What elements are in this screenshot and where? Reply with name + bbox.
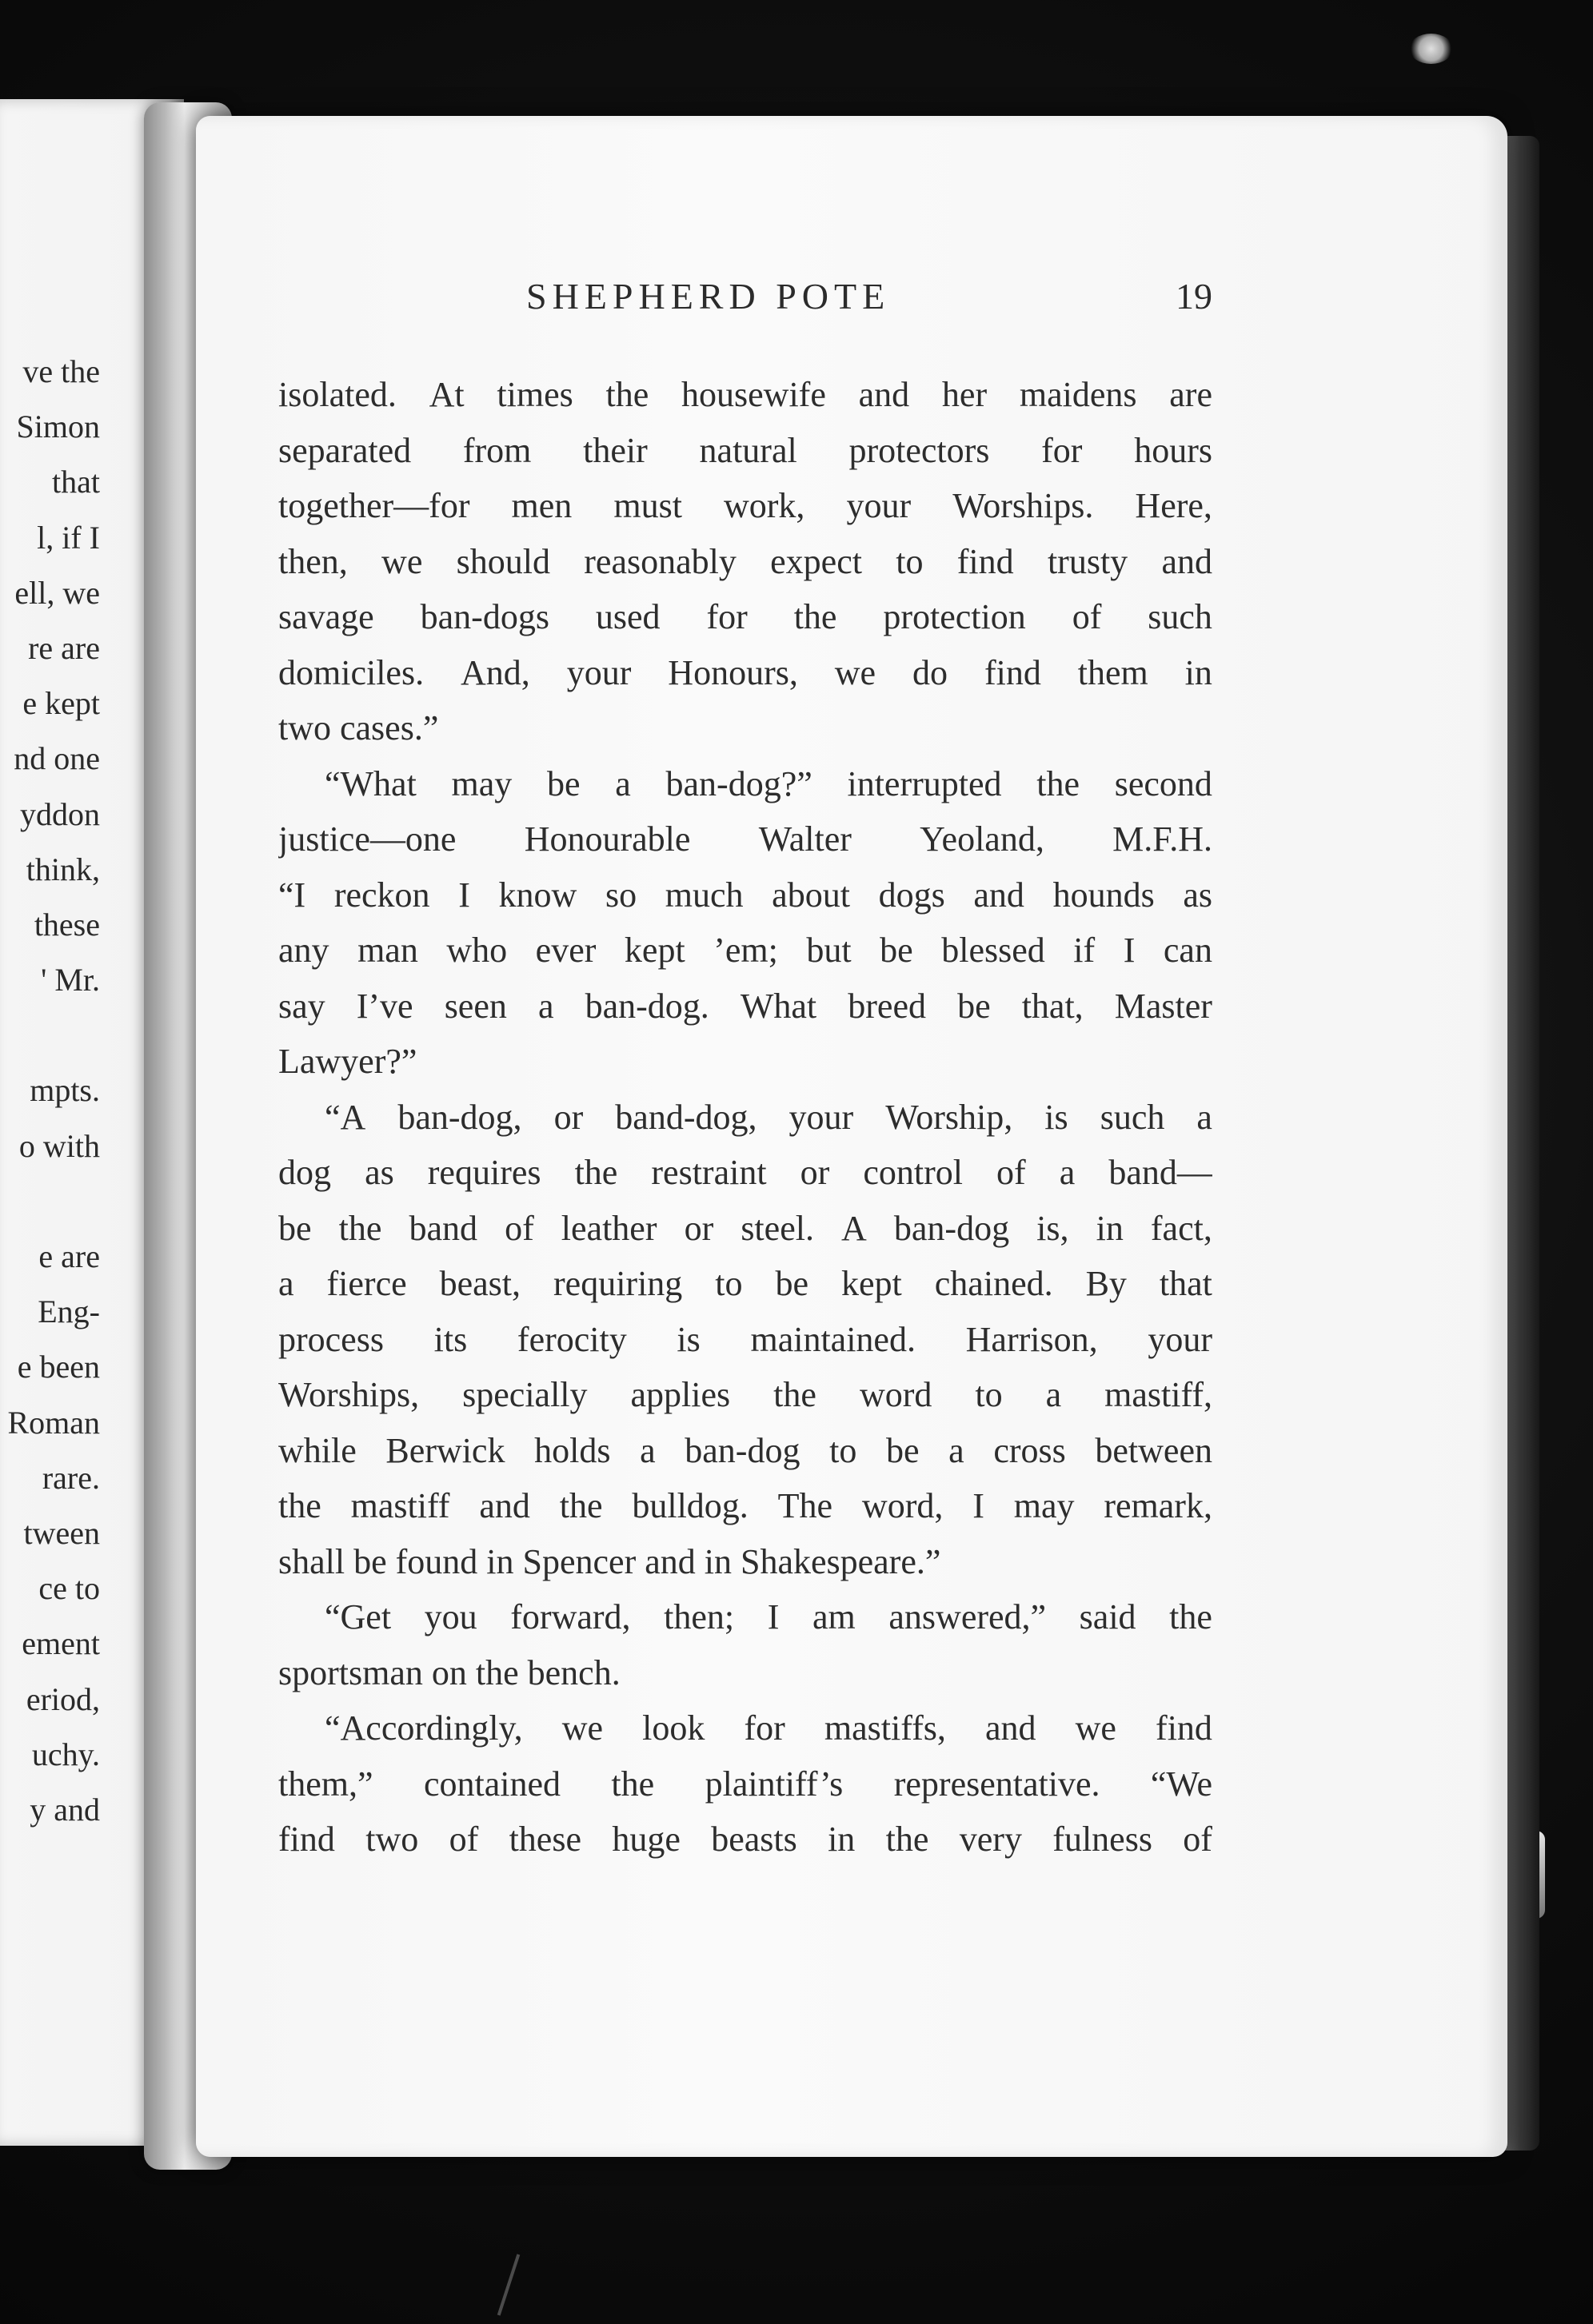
text-word: I <box>458 875 470 915</box>
text-word: may <box>1013 1486 1075 1525</box>
text-word: find <box>1156 1708 1212 1748</box>
text-word: said <box>1079 1597 1136 1636</box>
text-word: I’ve <box>356 986 413 1026</box>
text-word: steel. <box>741 1208 814 1248</box>
text-word: find <box>278 1820 335 1859</box>
text-word: holds <box>534 1430 611 1470</box>
text-word: At <box>429 375 465 414</box>
text-word: for <box>706 597 748 636</box>
text-word: reckon <box>333 875 430 915</box>
text-word: second <box>1114 763 1212 803</box>
text-word: these <box>509 1820 581 1859</box>
left-page-line: tween <box>23 1514 100 1551</box>
left-page-line <box>0 1174 100 1229</box>
text-word: “I <box>278 875 306 915</box>
text-word: M.F.H. <box>1112 819 1212 859</box>
text-word: reasonably <box>584 541 737 581</box>
text-word: “A <box>325 1097 366 1137</box>
text-word: of <box>1072 597 1102 636</box>
text-word: Worship, <box>885 1097 1013 1137</box>
text-word: is, <box>1036 1208 1069 1248</box>
text-line <box>278 811 1212 867</box>
text-word: justice—one <box>278 819 457 859</box>
text-word: a <box>1059 1153 1076 1192</box>
left-page-line: o with <box>18 1127 100 1164</box>
text-word: seen <box>444 986 507 1026</box>
text-word: your <box>846 486 912 525</box>
text-word: be <box>775 1264 809 1303</box>
text-word: restraint <box>651 1153 767 1192</box>
text-word: band-dog, <box>615 1097 757 1137</box>
text-word: them <box>1077 652 1148 692</box>
text-word: ban-dog <box>893 1208 1010 1248</box>
text-word: the <box>338 1208 382 1248</box>
text-word: the <box>278 1486 321 1525</box>
text-word: specially <box>462 1375 588 1414</box>
text-line <box>278 1312 1212 1368</box>
text-word: of <box>505 1208 534 1248</box>
text-word: the <box>559 1486 603 1525</box>
text-word: representative. <box>893 1764 1100 1804</box>
text-word: from <box>462 430 532 470</box>
text-word: kept <box>841 1264 902 1303</box>
text-word: beast, <box>439 1264 521 1303</box>
text-word: answered,” <box>888 1597 1047 1636</box>
text-word: mastiff, <box>1104 1375 1212 1414</box>
text-word: Honours, <box>668 652 798 692</box>
text-word: of <box>449 1820 479 1859</box>
text-word: ban-dog, <box>397 1097 522 1137</box>
text-word: a <box>537 986 554 1026</box>
text-line <box>278 1256 1212 1312</box>
text-word: of <box>996 1153 1026 1192</box>
text-word: bulldog. <box>632 1486 749 1525</box>
text-word: as <box>365 1153 394 1192</box>
text-word: kept <box>624 931 685 970</box>
text-word: be <box>885 1430 920 1470</box>
left-page-line: l, if I <box>37 519 100 556</box>
text-word: remark, <box>1104 1486 1212 1525</box>
text-word: the <box>793 597 837 636</box>
text-word: be <box>547 763 581 803</box>
text-word: you <box>424 1597 477 1636</box>
text-word: we <box>834 652 876 692</box>
text-line <box>278 1090 1212 1146</box>
text-line <box>278 1367 1212 1423</box>
left-page-line: ve the <box>22 353 100 389</box>
text-word: the <box>773 1375 816 1414</box>
text-word: men <box>511 486 573 525</box>
text-line <box>278 1145 1212 1201</box>
text-word: expect <box>770 541 862 581</box>
text-word: A <box>841 1208 867 1248</box>
left-page-line: nd one <box>14 740 100 777</box>
text-word: look <box>642 1708 705 1748</box>
text-word: your <box>1148 1319 1212 1359</box>
text-word: but <box>806 931 852 970</box>
text-word: leather <box>561 1208 657 1248</box>
text-word: the <box>611 1764 655 1804</box>
text-line <box>278 1700 1212 1756</box>
text-word: Harrison, <box>965 1319 1098 1359</box>
text-word: housewife <box>681 375 826 414</box>
text-line <box>278 979 1212 1034</box>
text-word: Here, <box>1135 486 1212 525</box>
text-word: be <box>957 986 991 1026</box>
text-word: mastiffs, <box>824 1708 946 1748</box>
text-word: then; <box>664 1597 735 1636</box>
text-word: that, <box>1021 986 1084 1026</box>
left-page-line: these <box>34 906 100 943</box>
left-page-line: e are <box>38 1238 100 1274</box>
text-line <box>278 756 1212 812</box>
text-word: in <box>1096 1208 1124 1248</box>
text-word: is <box>1044 1097 1068 1137</box>
text-word: am <box>812 1597 856 1636</box>
text-word: “Get <box>325 1597 392 1636</box>
text-word: the <box>1169 1597 1212 1636</box>
text-word: Worships. <box>952 486 1094 525</box>
text-word: word, <box>861 1486 944 1525</box>
text-word: used <box>595 597 661 636</box>
text-word: find <box>984 652 1041 692</box>
text-word: cross <box>993 1430 1066 1470</box>
text-word: to <box>896 541 924 581</box>
text-word: find <box>956 541 1014 581</box>
text-word: blessed <box>941 931 1045 970</box>
text-word: a <box>948 1430 964 1470</box>
text-word: together—for <box>278 486 470 525</box>
text-word: ferocity <box>517 1319 627 1359</box>
text-word: say <box>278 986 325 1026</box>
text-word: are <box>1169 375 1212 414</box>
text-word: a <box>1196 1097 1212 1137</box>
text-word: protectors <box>848 430 990 470</box>
text-word: can <box>1163 931 1212 970</box>
left-page-line: mpts. <box>30 1072 100 1109</box>
text-word: I <box>1123 931 1136 970</box>
text-word: do <box>912 652 948 692</box>
text-word: or <box>800 1153 830 1192</box>
text-word: the <box>1036 763 1080 803</box>
text-word: and <box>984 1708 1036 1748</box>
page-number: 19 <box>1176 276 1212 317</box>
text-word: while <box>278 1430 357 1470</box>
text-word: “Accordingly, <box>325 1708 523 1748</box>
text-word: between <box>1095 1430 1212 1470</box>
text-word: about <box>772 875 850 915</box>
text-word: word <box>859 1375 932 1414</box>
text-line <box>278 1201 1212 1257</box>
text-word: fierce <box>326 1264 407 1303</box>
text-word: any <box>278 931 329 970</box>
text-word: who <box>446 931 508 970</box>
text-word: to <box>715 1264 743 1303</box>
left-page-line: y and <box>30 1791 100 1828</box>
left-page-line: yddon <box>20 795 100 832</box>
text-word: isolated. <box>278 375 397 414</box>
text-word: if <box>1073 931 1096 970</box>
text-word: I <box>972 1486 984 1525</box>
text-word: dogs <box>878 875 945 915</box>
text-word: ’em; <box>713 931 778 970</box>
text-word: ban-dog?” <box>665 763 812 803</box>
left-page-line: eriod, <box>26 1680 100 1717</box>
left-page-line: uchy. <box>31 1736 100 1772</box>
text-line <box>278 923 1212 979</box>
running-title: SHEPHERD POTE <box>526 276 891 317</box>
text-word: as <box>1183 875 1212 915</box>
text-word: “We <box>1150 1764 1212 1804</box>
text-word: for <box>1041 430 1083 470</box>
text-word: the <box>885 1820 929 1859</box>
text-word: two <box>365 1820 419 1859</box>
text-word: much <box>665 875 744 915</box>
text-word: The <box>777 1486 833 1525</box>
text-line <box>278 367 1212 423</box>
text-word: in <box>1184 652 1212 692</box>
text-word: And, <box>461 652 530 692</box>
text-word: beasts <box>711 1820 797 1859</box>
text-word: them,” <box>278 1764 373 1804</box>
text-word: Master <box>1114 986 1212 1026</box>
text-word: I <box>767 1597 780 1636</box>
text-word: Walter <box>758 819 852 859</box>
text-word: Yeoland, <box>920 819 1044 859</box>
text-word: band <box>409 1208 477 1248</box>
text-word: or <box>684 1208 714 1248</box>
text-word: requiring <box>553 1264 683 1303</box>
left-page-line: Roman <box>7 1404 100 1441</box>
text-word: their <box>583 430 648 470</box>
text-word: maidens <box>1019 375 1137 414</box>
text-word: of <box>1183 1820 1212 1859</box>
left-page-line: ' Mr. <box>41 962 100 999</box>
text-word: your <box>789 1097 854 1137</box>
text-word: ban-dog <box>685 1430 800 1470</box>
text-word: hours <box>1134 430 1212 470</box>
text-word: Honourable <box>524 819 691 859</box>
text-word: to <box>975 1375 1003 1414</box>
text-line: sportsman on the bench. <box>278 1652 621 1692</box>
text-line <box>278 589 1212 645</box>
text-word: contained <box>423 1764 561 1804</box>
text-word: should <box>456 541 550 581</box>
text-word: the <box>605 375 649 414</box>
left-page-line: e kept <box>22 685 100 722</box>
left-page-line: ell, we <box>14 574 100 611</box>
left-page-line: Simon <box>16 409 100 445</box>
text-word: hounds <box>1052 875 1155 915</box>
text-word: plaintiff’s <box>705 1764 844 1804</box>
text-word: separated <box>278 430 412 470</box>
text-word: such <box>1148 597 1212 636</box>
text-word: we <box>1075 1708 1116 1748</box>
text-word: the <box>574 1153 618 1192</box>
text-word: a <box>640 1430 656 1470</box>
text-word: we <box>561 1708 604 1748</box>
text-line <box>278 645 1212 701</box>
text-word: Worships, <box>278 1375 420 1414</box>
left-page-line: ce to <box>38 1570 100 1607</box>
text-word: in <box>828 1820 856 1859</box>
text-word: a <box>1045 1375 1062 1414</box>
text-line: shall be found in Spencer and in Shakespeare.” <box>278 1541 941 1581</box>
left-page-line: re are <box>28 629 100 666</box>
text-line <box>278 534 1212 590</box>
text-word: domiciles. <box>278 652 425 692</box>
left-page-text <box>0 344 100 1837</box>
text-word: very <box>959 1820 1022 1859</box>
text-word: protection <box>883 597 1026 636</box>
left-page-line: rare. <box>42 1459 100 1496</box>
text-line: two cases.” <box>278 708 439 747</box>
text-word: its <box>433 1319 468 1359</box>
text-word: savage <box>278 597 374 636</box>
text-word: ban-dog. <box>585 986 709 1026</box>
text-word: so <box>605 875 637 915</box>
text-word: know <box>498 875 577 915</box>
text-word: maintained. <box>750 1319 916 1359</box>
text-word: man <box>357 931 418 970</box>
text-word: huge <box>612 1820 681 1859</box>
text-word: is <box>677 1319 701 1359</box>
text-word: What <box>740 986 817 1026</box>
left-page-line: ement <box>22 1625 100 1662</box>
text-word: times <box>497 375 573 414</box>
text-word: applies <box>630 1375 731 1414</box>
text-word: and <box>1161 541 1212 581</box>
text-line <box>278 1589 1212 1645</box>
left-page-line: think, <box>26 851 100 887</box>
text-line <box>278 1423 1212 1479</box>
scan-smudge-top <box>1409 34 1453 64</box>
text-word: “What <box>325 763 417 803</box>
text-word: and <box>858 375 910 414</box>
text-line <box>278 1756 1212 1812</box>
text-word: for <box>744 1708 785 1748</box>
text-word: be <box>880 931 913 970</box>
text-word: band— <box>1108 1153 1212 1192</box>
scan-scratch-bottom <box>497 2254 521 2315</box>
text-word: By <box>1085 1264 1127 1303</box>
text-word: fact, <box>1150 1208 1212 1248</box>
text-word: forward, <box>510 1597 631 1636</box>
left-page-line: that <box>52 464 100 500</box>
text-word: may <box>451 763 513 803</box>
text-word: then, <box>278 541 348 581</box>
text-word: dog <box>278 1153 331 1192</box>
left-page-line <box>0 1007 100 1062</box>
text-word: requires <box>427 1153 541 1192</box>
text-word: to <box>829 1430 857 1470</box>
text-word: that <box>1159 1264 1212 1303</box>
text-word: we <box>381 541 423 581</box>
text-word: or <box>553 1097 584 1137</box>
text-word: your <box>566 652 632 692</box>
text-word: fulness <box>1052 1820 1152 1859</box>
text-word: mastiff <box>350 1486 450 1525</box>
text-word: interrupted <box>847 763 1002 803</box>
text-word: chained. <box>934 1264 1053 1303</box>
text-line <box>278 867 1212 923</box>
text-word: trusty <box>1047 541 1128 581</box>
text-word: a <box>278 1264 294 1303</box>
text-word: a <box>615 763 631 803</box>
page-body-text <box>278 367 1212 1868</box>
text-word: such <box>1100 1097 1165 1137</box>
text-line <box>278 478 1212 534</box>
text-line <box>278 1478 1212 1534</box>
text-word: breed <box>848 986 926 1026</box>
text-word: control <box>863 1153 963 1192</box>
text-word: must <box>613 486 682 525</box>
running-head <box>278 269 1212 325</box>
text-line <box>278 423 1212 479</box>
text-word: and <box>973 875 1024 915</box>
text-word: her <box>941 375 988 414</box>
text-line <box>278 1812 1212 1868</box>
text-word: work, <box>724 486 805 525</box>
text-word: ban-dogs <box>420 597 549 636</box>
left-page-line: e been <box>17 1349 100 1385</box>
text-word: ever <box>535 931 597 970</box>
left-page-line: Eng- <box>38 1294 100 1330</box>
text-word: and <box>479 1486 530 1525</box>
text-word: be <box>278 1208 312 1248</box>
text-word: natural <box>699 430 797 470</box>
text-word: Berwick <box>385 1430 505 1470</box>
text-word: process <box>278 1319 384 1359</box>
text-line: Lawyer?” <box>278 1042 417 1081</box>
